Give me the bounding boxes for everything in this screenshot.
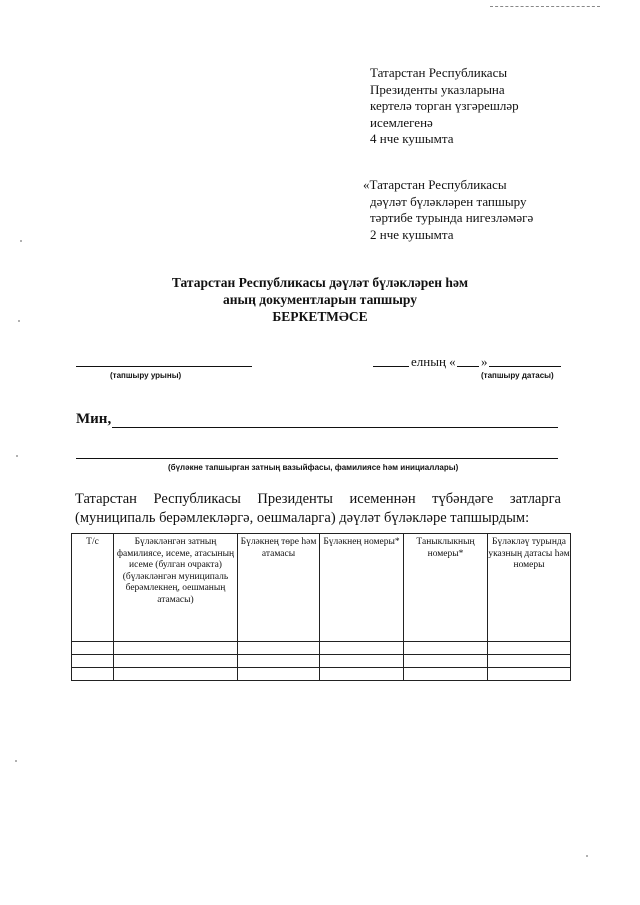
col-header-decree: Бүләкләү турында указның датасы һәм номеры xyxy=(488,534,571,642)
document-title xyxy=(0,274,640,325)
table-cell[interactable] xyxy=(72,642,114,655)
appendix-header-2-line: тәртибе турында нигезләмәгә xyxy=(370,210,534,225)
table-cell[interactable] xyxy=(404,668,488,681)
scan-edge-mark xyxy=(490,0,600,7)
scan-speck xyxy=(15,760,17,762)
title-line: БЕРКЕТМӘСЕ xyxy=(272,309,368,324)
table-cell[interactable] xyxy=(114,642,238,655)
col-header-award-type: Бүләкнең төре һәм атамасы xyxy=(238,534,320,642)
scan-speck xyxy=(20,240,22,242)
col-header-certificate-number: Таныклыкның номеры* xyxy=(404,534,488,642)
table-cell[interactable] xyxy=(488,642,571,655)
appendix-header-2 xyxy=(363,177,533,243)
table-cell[interactable] xyxy=(404,642,488,655)
statement-line-2: (муниципаль берәмлекләргә, оешмаларга) дәүләт бүләкләре тапшырдым: xyxy=(75,510,530,526)
day-blank-line xyxy=(457,366,479,367)
table-cell[interactable] xyxy=(238,642,320,655)
year-label: елның « xyxy=(411,354,456,369)
appendix-header-2-line: дәүләт бүләкләрен тапшыру xyxy=(370,193,527,209)
quote-close: » xyxy=(481,354,488,369)
table-cell[interactable] xyxy=(238,655,320,668)
table-cell[interactable] xyxy=(320,668,404,681)
table-cell[interactable] xyxy=(238,668,320,681)
table-cell[interactable] xyxy=(72,655,114,668)
statement-line-1: Татарстан Республикасы Президенты исеменнән түбәндәге затларга xyxy=(75,491,561,507)
scan-speck xyxy=(16,455,18,457)
table-row xyxy=(72,668,571,681)
col-header-award-number: Бүләкнең номеры* xyxy=(320,534,404,642)
appendix-header-1 xyxy=(370,65,519,148)
table-cell[interactable] xyxy=(320,642,404,655)
title-line: Татарстан Республикасы дәүләт бүләкләрен һәм xyxy=(171,275,469,290)
appendix-header-2-line: «Татарстан Республикасы xyxy=(363,177,507,192)
table-cell[interactable] xyxy=(114,668,238,681)
table-header-row xyxy=(72,534,571,642)
appendix-header-1-line: 4 нче кушымта xyxy=(370,131,454,146)
table-row xyxy=(72,655,571,668)
table-cell[interactable] xyxy=(404,655,488,668)
place-blank-line xyxy=(76,366,252,367)
place-caption: (тапшыру урыны) xyxy=(110,371,182,380)
appendix-header-1-line: Татарстан Республикасы xyxy=(370,65,508,80)
person-caption: (бүләкне тапшырган затның вазыйфасы, фамилиясе һәм инициаллары) xyxy=(168,463,459,472)
table-row xyxy=(72,642,571,655)
appendix-header-1-line: кертелә торган үзгәрешләр xyxy=(370,98,519,113)
table-cell[interactable] xyxy=(488,668,571,681)
col-header-number: Т/с xyxy=(72,534,114,642)
scan-speck xyxy=(18,320,20,322)
appendix-header-1-line: исемлегенә xyxy=(370,114,433,130)
table-cell[interactable] xyxy=(114,655,238,668)
appendix-header-2-line: 2 нче кушымта xyxy=(370,226,454,242)
person-blank-line-2 xyxy=(76,458,558,459)
col-header-awardee: Бүләкләнгән затның фамилиясе, исеме, атасының исеме (булган очракта) (бүләкләнгән муниципаль берәмлекнең, оешманың атамасы) xyxy=(114,534,238,642)
title-line: аның документларын тапшыру xyxy=(223,292,417,307)
table-cell[interactable] xyxy=(72,668,114,681)
min-label: Мин, xyxy=(76,411,112,427)
appendix-header-1-line: Президенты указларына xyxy=(370,81,505,97)
table-cell[interactable] xyxy=(488,655,571,668)
statement-paragraph xyxy=(75,490,561,528)
year-blank-line xyxy=(373,366,409,367)
table-cell[interactable] xyxy=(320,655,404,668)
scan-speck xyxy=(586,855,588,857)
month-blank-line xyxy=(489,366,561,367)
date-caption: (тапшыру датасы) xyxy=(481,371,554,380)
awards-table xyxy=(71,533,571,681)
person-blank-line-1 xyxy=(112,427,558,428)
